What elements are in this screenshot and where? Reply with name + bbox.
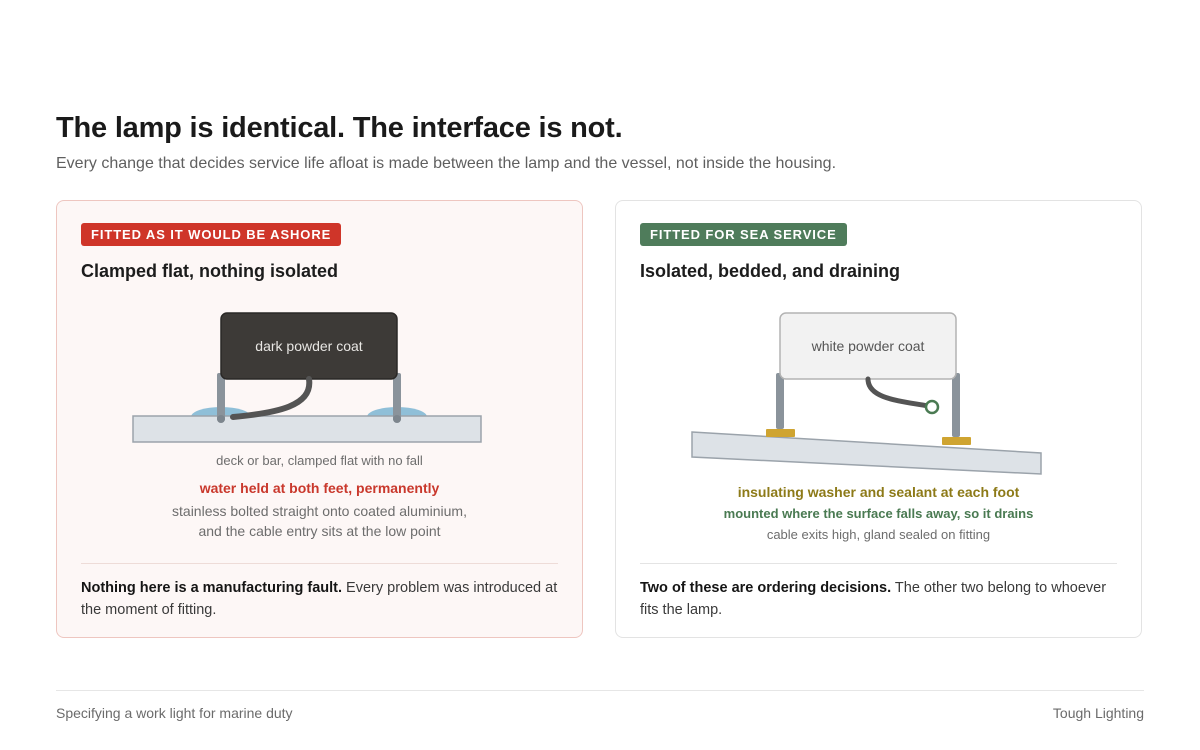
heading-isolated-bedded: Isolated, bedded, and draining [640, 261, 901, 281]
footer-caption: Specifying a work light for marine duty [56, 705, 293, 721]
housing-label-white: white powder coat [811, 338, 925, 354]
foot-right [393, 415, 401, 423]
fault-detail-line2: and the cable entry sits at the low point [198, 523, 441, 539]
foot-left [217, 415, 225, 423]
badge-fitted-ashore: FITTED AS IT WOULD BE ASHORE [81, 223, 341, 246]
mount-leg-right [393, 373, 401, 421]
panel-note-sea [640, 577, 1121, 621]
panel-divider [81, 563, 558, 564]
note-strong-ashore: Nothing here is a manufacturing fault. [81, 580, 343, 596]
note-rest-sea: The other two belong to whoever fits the lamp. [640, 580, 1107, 618]
housing-label-dark: dark powder coat [255, 338, 363, 354]
insulating-washer-left [766, 429, 795, 437]
footer-rule [56, 690, 1144, 691]
cable-high-exit [868, 379, 928, 406]
footer-brand: Tough Lighting [1052, 705, 1144, 721]
panel-divider [640, 563, 1117, 564]
water-warning: water held at both feet, permanently [199, 480, 440, 496]
mount-leg-left [217, 373, 225, 421]
diagram-ashore [57, 201, 584, 639]
fault-detail-line1: stainless bolted straight onto coated aluminium, [172, 503, 467, 519]
insulating-washer-right [942, 437, 971, 445]
mount-leg-left [776, 373, 784, 429]
panel-fitted-ashore [56, 200, 583, 638]
sloped-surface [692, 432, 1041, 474]
drain-caption: mounted where the surface falls away, so it drains [723, 506, 1034, 521]
note-rest-ashore: Every problem was introduced at the moment of fitting. [81, 580, 558, 618]
heading-clamped-flat: Clamped flat, nothing isolated [81, 261, 339, 281]
mount-leg-right [952, 373, 960, 437]
note-strong-sea: Two of these are ordering decisions. [640, 580, 892, 596]
diagram-sea [616, 201, 1143, 639]
panel-fitted-sea [615, 200, 1142, 638]
surface-caption: deck or bar, clamped flat with no fall [216, 453, 423, 468]
badge-fitted-sea: FITTED FOR SEA SERVICE [640, 223, 847, 246]
panel-note-ashore [81, 577, 562, 621]
sealed-gland [926, 401, 938, 413]
page-subtitle: Every change that decides service life afloat is made between the lamp and the vessel, not inside the housing. [56, 155, 837, 172]
cable-caption: cable exits high, gland sealed on fitting [766, 527, 991, 542]
washer-caption: insulating washer and sealant at each foot [737, 484, 1020, 500]
page-title: The lamp is identical. The interface is not. [56, 112, 623, 144]
flat-surface [133, 416, 481, 442]
